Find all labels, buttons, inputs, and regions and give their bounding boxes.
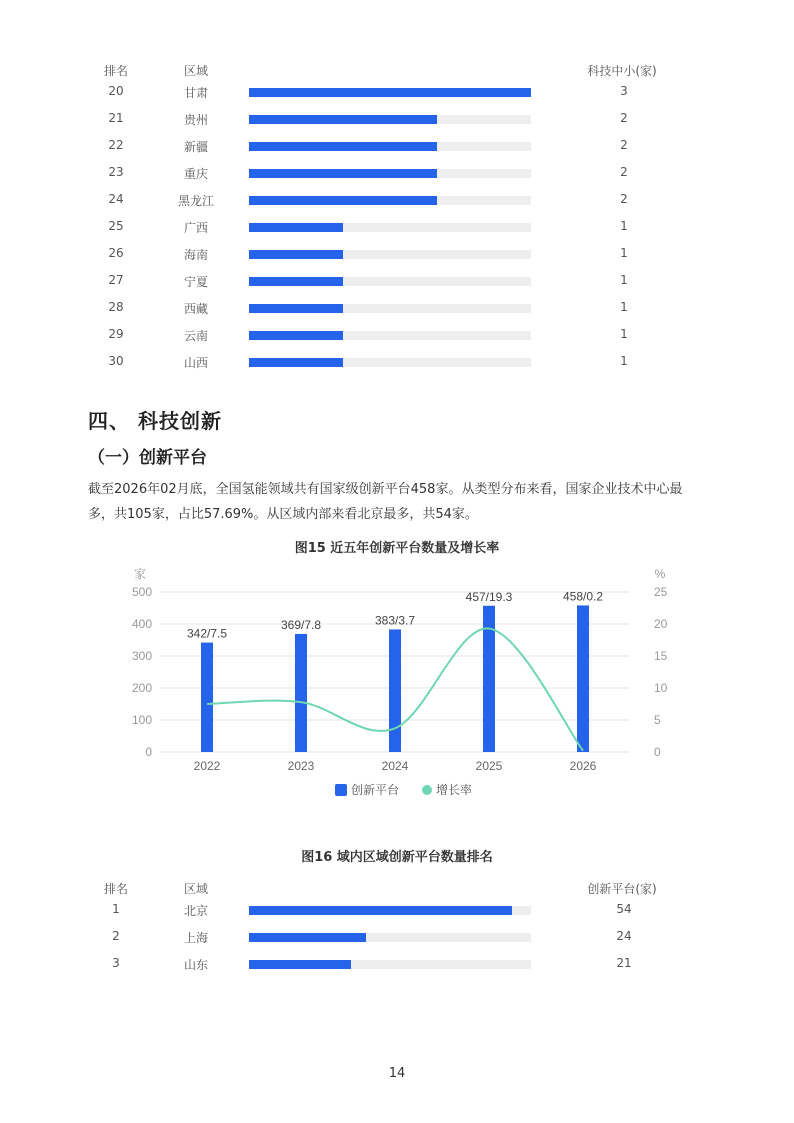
rank-cell: 3 [112, 956, 120, 970]
y-left-tick-label: 100 [131, 713, 152, 727]
header-rank: 排名 [103, 64, 128, 78]
rank-cell: 2 [112, 929, 120, 943]
value-bar-fill [249, 169, 437, 178]
region-cell: 甘肃 [183, 86, 208, 100]
table-row [88, 902, 708, 929]
bar [577, 605, 589, 752]
table-row [88, 138, 708, 165]
body-paragraph: 截至2026年02月底，全国氢能领域共有国家级创新平台458家。从类型分布来看，国家企业技术中心最多，共105家，占比57.69%。从区域内部来看北京最多，共54家。 [88, 482, 683, 522]
rank-cell: 29 [108, 327, 124, 341]
table-row [88, 219, 708, 246]
region-cell: 上海 [183, 931, 208, 945]
region-cell: 新疆 [183, 140, 208, 154]
region-cell: 重庆 [183, 167, 208, 181]
y-left-tick-label: 0 [145, 745, 152, 759]
rank-cell: 26 [108, 246, 124, 260]
y-left-tick-label: 200 [131, 681, 152, 695]
x-tick-label: 2023 [287, 759, 315, 773]
table-row [88, 929, 708, 956]
value-cell: 2 [620, 165, 628, 179]
rank-cell: 1 [112, 902, 120, 916]
value-bar-fill [249, 250, 343, 259]
section-title: 四、 科技创新 [88, 409, 222, 433]
x-tick-label: 2025 [475, 759, 503, 773]
bar [201, 643, 213, 752]
legend-bar-swatch [335, 784, 347, 796]
y-right-tick-label: 15 [654, 649, 668, 663]
data-label: 383/3.7 [374, 613, 416, 628]
data-label: 458/0.2 [562, 589, 604, 604]
value-bar-fill [249, 115, 437, 124]
y-left-tick-label: 300 [131, 649, 152, 663]
ranking-table-platform [88, 880, 708, 983]
ranking-table-sme [88, 62, 708, 381]
table-row [88, 354, 708, 381]
data-label: 369/7.8 [280, 617, 322, 632]
value-bar-track [249, 169, 531, 178]
table-row [88, 192, 708, 219]
value-cell: 2 [620, 192, 628, 206]
y-left-unit-label: 家 [133, 567, 147, 581]
header-value: 创新平台(家) [587, 882, 657, 896]
value-cell: 1 [620, 300, 628, 314]
y-right-tick-label: 20 [654, 617, 668, 631]
legend-bar-label: 创新平台 [351, 783, 400, 797]
region-cell: 贵州 [183, 113, 208, 127]
region-cell: 广西 [183, 221, 208, 235]
table-row [88, 300, 708, 327]
table-row [88, 165, 708, 192]
value-bar-track [249, 933, 531, 942]
table-body [88, 84, 708, 381]
header-region: 区域 [183, 882, 208, 896]
table-row [88, 273, 708, 300]
rank-cell: 21 [108, 111, 124, 125]
value-cell: 21 [616, 956, 632, 970]
value-bar-fill [249, 933, 366, 942]
table-header [88, 880, 708, 902]
value-cell: 24 [616, 929, 632, 943]
region-cell: 北京 [183, 904, 208, 918]
x-tick-label: 2024 [381, 759, 409, 773]
value-cell: 2 [620, 111, 628, 125]
region-cell: 宁夏 [183, 275, 208, 289]
y-right-tick-label: 5 [654, 713, 661, 727]
rank-cell: 27 [108, 273, 124, 287]
value-bar-fill [249, 358, 343, 367]
value-cell: 1 [620, 327, 628, 341]
y-right-unit-label: % [654, 567, 666, 581]
data-label: 342/7.5 [186, 626, 228, 641]
x-tick-label: 2022 [193, 759, 221, 773]
value-bar-track [249, 250, 531, 259]
legend-line-swatch [422, 785, 432, 795]
page-number: 14 [388, 1066, 406, 1081]
value-bar-track [249, 223, 531, 232]
rank-cell: 24 [108, 192, 124, 206]
region-cell: 黑龙江 [177, 194, 214, 208]
rank-cell: 25 [108, 219, 124, 233]
header-rank: 排名 [103, 882, 128, 896]
region-cell: 海南 [183, 248, 208, 262]
bar [295, 634, 307, 752]
value-bar-fill [249, 331, 343, 340]
value-bar-fill [249, 277, 343, 286]
value-bar-track [249, 358, 531, 367]
value-cell: 54 [616, 902, 632, 916]
value-cell: 1 [620, 246, 628, 260]
value-cell: 3 [620, 84, 628, 98]
region-cell: 山西 [183, 356, 208, 370]
value-cell: 1 [620, 354, 628, 368]
value-bar-fill [249, 223, 343, 232]
value-cell: 1 [620, 219, 628, 233]
y-left-tick-label: 500 [131, 585, 152, 599]
value-bar-fill [249, 960, 351, 969]
data-label: 457/19.3 [465, 589, 513, 604]
x-tick-label: 2026 [569, 759, 597, 773]
value-cell: 2 [620, 138, 628, 152]
table-row [88, 327, 708, 354]
value-bar-track [249, 906, 531, 915]
rank-cell: 20 [108, 84, 124, 98]
rank-cell: 22 [108, 138, 124, 152]
y-right-tick-label: 0 [654, 745, 661, 759]
value-bar-track [249, 277, 531, 286]
value-bar-track [249, 142, 531, 151]
platform-growth-chart [110, 558, 670, 808]
table-row [88, 246, 708, 273]
rank-cell: 28 [108, 300, 124, 314]
y-right-tick-label: 10 [654, 681, 668, 695]
value-bar-track [249, 331, 531, 340]
value-bar-fill [249, 304, 343, 313]
value-bar-track [249, 115, 531, 124]
subsection-title: （一）创新平台 [88, 448, 207, 468]
value-bar-track [249, 960, 531, 969]
y-left-tick-label: 400 [131, 617, 152, 631]
value-bar-track [249, 196, 531, 205]
value-bar-fill [249, 142, 437, 151]
bar [389, 629, 401, 752]
value-bar-track [249, 304, 531, 313]
value-bar-fill [249, 906, 512, 915]
region-cell: 西藏 [183, 302, 208, 316]
region-cell: 云南 [183, 329, 208, 343]
value-bar-fill [249, 88, 531, 97]
table-body [88, 902, 708, 983]
table-row [88, 956, 708, 983]
table-row [88, 84, 708, 111]
header-value: 科技中小(家) [587, 64, 657, 78]
y-right-tick-label: 25 [654, 585, 668, 599]
table-header [88, 62, 708, 84]
value-bar-fill [249, 196, 437, 205]
rank-cell: 23 [108, 165, 124, 179]
figure-15-title: 图15 近五年创新平台数量及增长率 [294, 541, 500, 556]
value-bar-track [249, 88, 531, 97]
region-cell: 山东 [183, 958, 208, 972]
value-cell: 1 [620, 273, 628, 287]
table-row [88, 111, 708, 138]
rank-cell: 30 [108, 354, 124, 368]
header-region: 区域 [183, 64, 208, 78]
figure-16-title: 图16 域内区域创新平台数量排名 [301, 850, 493, 865]
legend-line-label: 增长率 [436, 783, 473, 797]
